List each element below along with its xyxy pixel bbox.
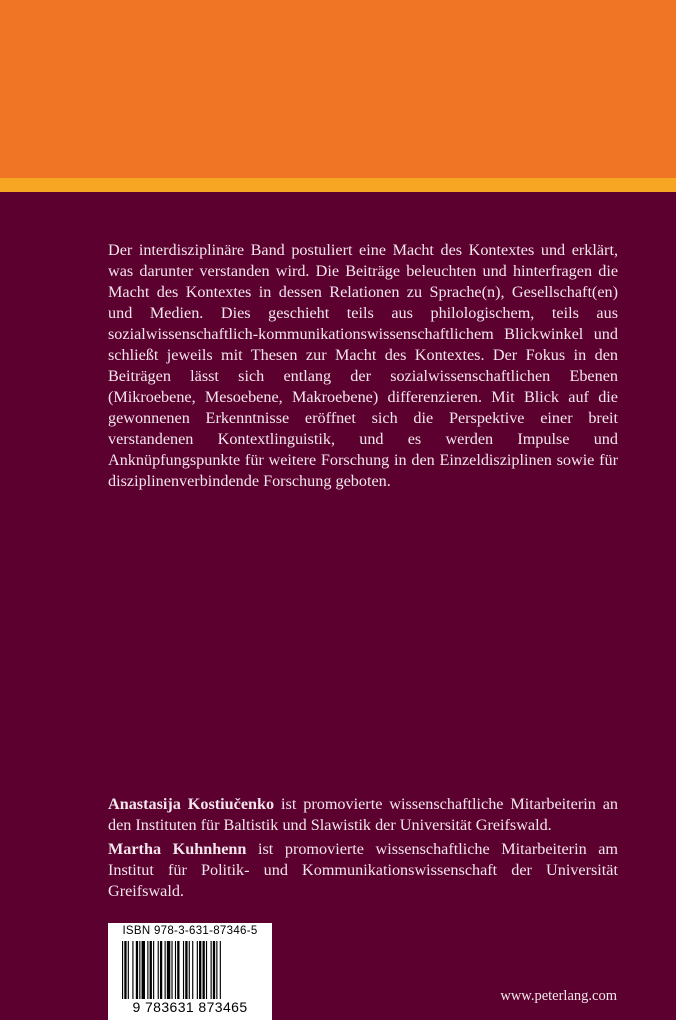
author-bio-1 xyxy=(108,794,618,836)
description-block xyxy=(108,240,618,492)
isbn-label: ISBN 978-3-631-87346-5 xyxy=(122,925,258,937)
barcode-bars xyxy=(120,941,260,999)
publisher-url: www.peterlang.com xyxy=(500,988,617,1004)
author-name-2: Martha Kuhnhenn xyxy=(108,840,247,858)
author-name-1: Anastasija Kostiučenko xyxy=(108,795,275,813)
author-bio-2 xyxy=(108,839,618,902)
description-text: Der interdisziplinäre Band postuliert eine Macht des Kontextes und erklärt, was darunter verstanden wird. Die Beiträge beleuchten und hinterfragen die Macht des Kontextes in dessen Relationen zu Sprache(n), Gesellschaft(en) und Medien. Dies geschieht teils aus philologischem, teils aus sozialwissenschaftlich-kommunikationswissenschaftlichem Blickwinkel und schließt jeweils mit Thesen zur Macht des Kontextes. Der Fokus in den Beiträgen lässt sich entlang der sozialwissenschaftlichen Ebenen (Mikroebene, Mesoebene, Makroebene) differenzieren. Mit Blick auf die gewonnenen Erkenntnisse eröffnet sich die Perspektive einer breit verstandenen Kontextlinguistik, und es werden Impulse und Anknüpfungspunkte für weitere Forschung in den Einzeldisziplinen sowie für disziplinenverbindende Forschung geboten. xyxy=(108,241,618,490)
author-bio-text-2: ist promovierte wissenschaftliche Mitarbeiterin am Institut für Politik- und Kommunikationswissenschaft der Universität Greifswald. xyxy=(108,840,619,900)
author-bio-text-1: ist promovierte wissenschaftliche Mitarbeiterin an den Instituten für Baltistik und Slawistik der Universität Greifswald. xyxy=(108,795,618,834)
isbn-barcode xyxy=(108,923,272,1020)
accent-stripe xyxy=(0,178,676,192)
isbn-digits: 9 783631 873465 xyxy=(132,999,248,1015)
author-bios xyxy=(108,794,618,905)
top-color-band xyxy=(0,0,676,178)
